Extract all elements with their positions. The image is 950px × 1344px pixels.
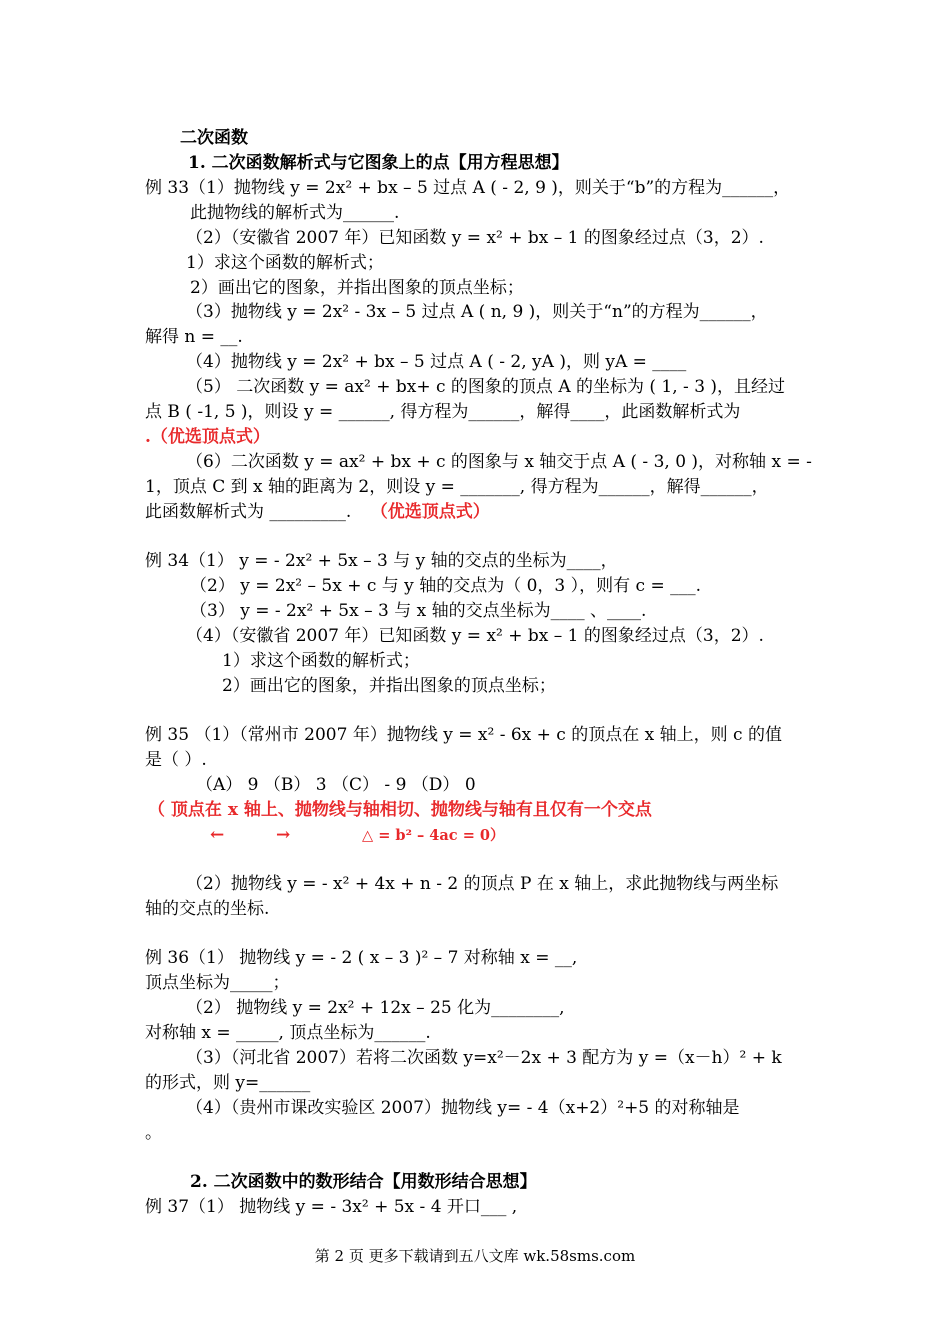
ex35-line-5: 轴的交点的坐标.: [145, 899, 270, 919]
ex36-line-2: 顶点坐标为_____；: [145, 973, 290, 993]
ex33-line-3: （2）（安徽省 2007 年）已知函数 y = x² + bx – 1 的图象经过点（3，2）.: [186, 228, 764, 248]
ex33-line-8: （4）抛物线 y = 2x² + bx – 5 过点 A ( - 2, yA )，则 yA = ____: [186, 352, 687, 372]
section-1-heading: 1. 二次函数解析式与它图象上的点【用方程思想】: [188, 153, 569, 173]
ex33-hint-vertex-form-1: .（优选顶点式）: [145, 427, 270, 447]
ex33-line-6: （3）抛物线 y = 2x² - 3x – 5 过点 A ( n, 9 )，则关于“n”的方程为______，: [186, 302, 768, 322]
ex33-line-2: 此抛物线的解析式为______.: [190, 203, 400, 223]
page-title: 二次函数: [180, 128, 248, 148]
ex33-line-4: 1）求这个函数的解析式；: [186, 253, 384, 273]
ex34-line-4: （4）（安徽省 2007 年）已知函数 y = x² + bx – 1 的图象经过点（3，2）.: [186, 626, 764, 646]
ex33-line-14: [145, 500, 490, 525]
ex35-choices: （A） 9 （B） 3 （C） - 9 （D） 0: [196, 775, 476, 795]
ex36-line-8: 。: [145, 1123, 162, 1143]
ex35-line-1: 例 35 （1）（常州市 2007 年）抛物线 y = x² - 6x + c 的顶点在 x 轴上，则 c 的值: [145, 725, 782, 745]
ex33-line-12: （6）二次函数 y = ax² + bx + c 的图象与 x 轴交于点 A ( - 3, 0 )，对称轴 x = -: [186, 452, 812, 472]
ex36-line-5: （3）（河北省 2007）若将二次函数 y=x²－2x + 3 配方为 y =（x－h）² + k: [186, 1048, 782, 1068]
page-footer: 第 2 页 更多下载请到五八文库 wk.58sms.com: [314, 1247, 636, 1265]
ex36-line-4: 对称轴 x = _____, 顶点坐标为______.: [145, 1023, 431, 1043]
ex33-line-5: 2）画出它的图象，并指出图象的顶点坐标；: [190, 278, 524, 298]
ex34-line-3: （3） y = - 2x² + 5x – 3 与 x 轴的交点坐标为____ 、____.: [190, 601, 647, 621]
ex33-line-10: 点 B ( -1, 5 )，则设 y = ______, 得方程为______，解得____，此函数解析式为: [145, 402, 741, 422]
ex33-line-1: 例 33（1）抛物线 y = 2x² + bx – 5 过点 A ( - 2, 9 )，则关于“b”的方程为______，: [145, 178, 791, 198]
ex33-hint-vertex-form-2: （优选顶点式）: [370, 502, 490, 522]
ex33-line-9: （5） 二次函数 y = ax² + bx+ c 的图象的顶点 A 的坐标为 ( 1, - 3 )，且经过: [186, 377, 786, 397]
ex36-line-1: 例 36（1） 抛物线 y = - 2 ( x – 3 )² – 7 对称轴 x = __,: [145, 948, 578, 968]
ex34-line-6: 2）画出它的图象，并指出图象的顶点坐标；: [222, 676, 556, 696]
ex37-line-1: 例 37（1） 抛物线 y = - 3x² + 5x - 4 开口___ ,: [145, 1197, 518, 1217]
ex36-line-6: 的形式，则 y=______: [145, 1073, 311, 1093]
ex34-line-2: （2） y = 2x² – 5x + c 与 y 轴的交点为（ 0，3 ），则有 c = ___.: [190, 576, 702, 596]
ex36-line-3: （2） 抛物线 y = 2x² + 12x – 25 化为________,: [186, 998, 565, 1018]
section-2-heading: 2. 二次函数中的数形结合【用数形结合思想】: [190, 1172, 537, 1192]
arrow-right-icon: →: [276, 825, 291, 845]
ex35-line-4: （2）抛物线 y = - x² + 4x + n - 2 的顶点 P 在 x 轴上，求此抛物线与两坐标: [186, 874, 779, 894]
ex35-hint-line-1: （ 顶点在 x 轴上、抛物线与轴相切、抛物线与轴有且仅有一个交点: [148, 800, 652, 820]
ex35-line-2: 是（ ）.: [145, 750, 207, 770]
arrow-left-icon: ←: [210, 825, 225, 845]
ex33-line-14-text: 此函数解析式为 _________.: [145, 502, 352, 522]
ex34-line-1: 例 34（1） y = - 2x² + 5x – 3 与 y 轴的交点的坐标为____，: [145, 551, 618, 571]
ex35-hint-line-2: △ = b² – 4ac = 0）: [362, 827, 505, 844]
ex34-line-5: 1）求这个函数的解析式；: [222, 651, 420, 671]
ex33-line-13: 1，顶点 C 到 x 轴的距离为 2，则设 y = _______, 得方程为______，解得______，: [145, 477, 769, 497]
ex36-line-7: （4）（贵州市课改实验区 2007）抛物线 y= - 4（x+2）²+5 的对称轴是: [186, 1098, 740, 1118]
ex33-line-7: 解得 n = __.: [145, 327, 243, 347]
